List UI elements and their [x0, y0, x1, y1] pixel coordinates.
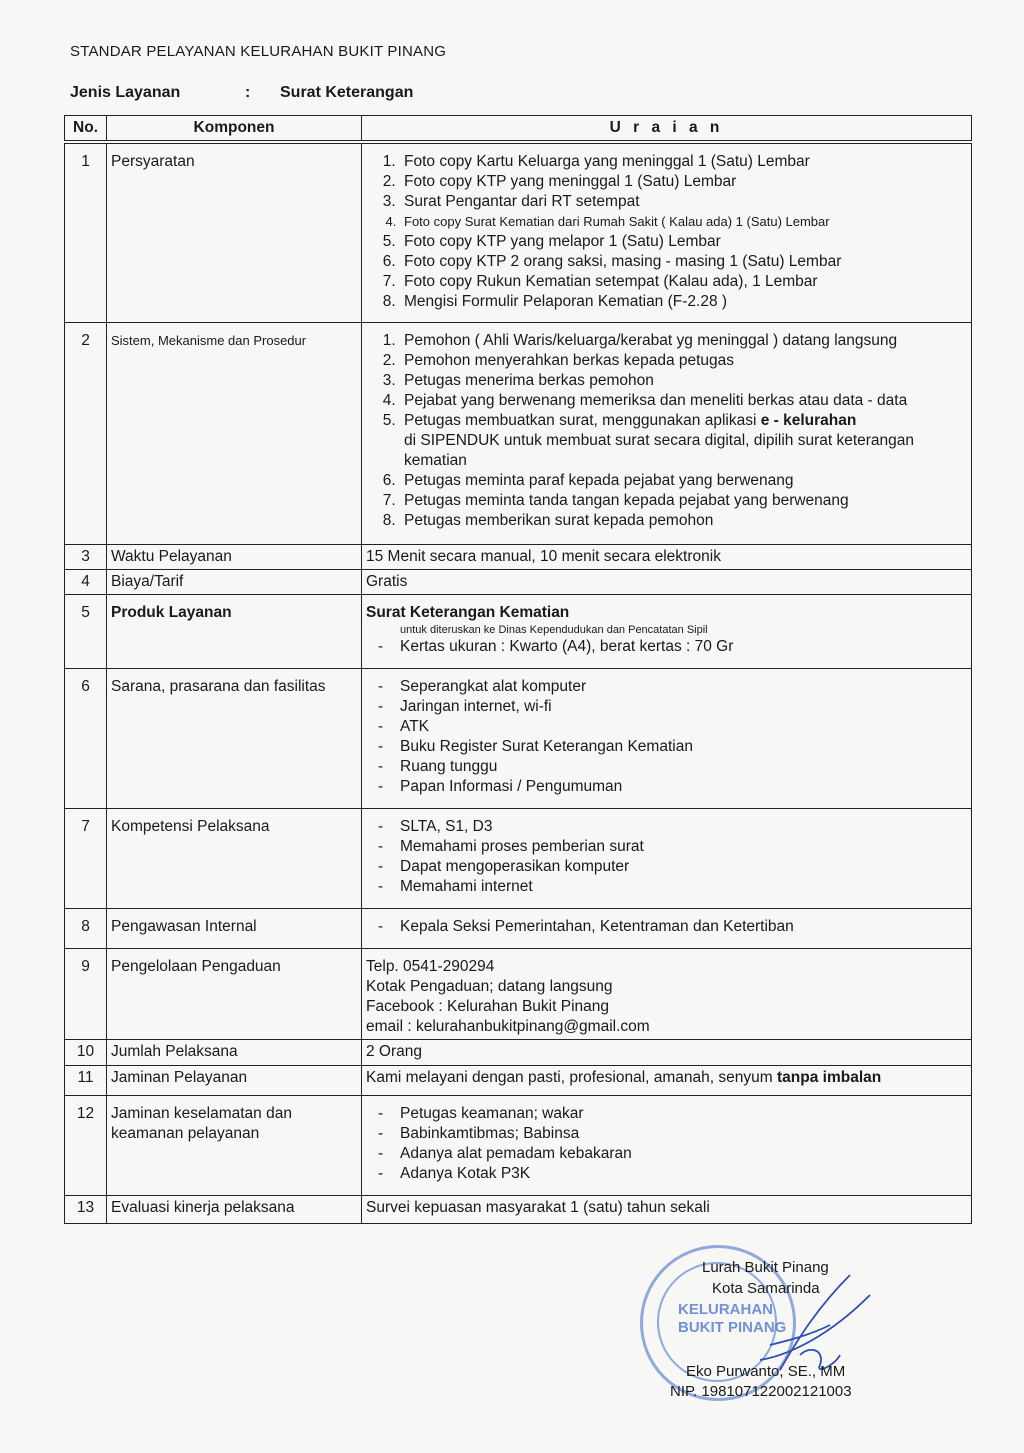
row-number: 12 [65, 1095, 107, 1195]
complaint-phone: Telp. 0541-290294 [366, 957, 495, 975]
list-item: 1. Pemohon ( Ahli Waris/keluarga/kerabat yg meninggal ) datang langsung [400, 331, 967, 351]
row-description [362, 908, 972, 948]
list-item: - ATK [400, 717, 967, 737]
list-item: 7. Foto copy Rukun Kematian setempat (Kalau ada), 1 Lembar [400, 272, 967, 292]
row-number: 4 [65, 569, 107, 594]
service-type-value: Surat Keterangan [280, 84, 414, 101]
product-subtitle: untuk diteruskan ke Dinas Kependudukan dan Pencatatan Sipil [400, 623, 708, 636]
facilities-list [366, 677, 967, 797]
table-row [65, 1039, 972, 1065]
row-component: Jaminan Pelayanan [107, 1065, 362, 1095]
row-number: 6 [65, 668, 107, 808]
row-number: 8 [65, 908, 107, 948]
stamp-line-2: BUKIT PINANG [678, 1319, 787, 1336]
complaint-box: Kotak Pengaduan; datang langsung [366, 977, 613, 995]
col-komponen-header: Komponen [107, 116, 362, 143]
table-row [65, 908, 972, 948]
row-component: Jaminan keselamatan dan keamanan pelayanan [107, 1095, 362, 1195]
row-number: 13 [65, 1195, 107, 1223]
list-item: 3. Petugas menerima berkas pemohon [400, 371, 967, 391]
product-title: Surat Keterangan Kematian [366, 603, 570, 621]
table-row [65, 668, 972, 808]
table-header-row [65, 116, 972, 143]
row-component: Persyaratan [107, 142, 362, 322]
list-item: - Kepala Seksi Pemerintahan, Ketentraman dan Ketertiban [400, 917, 967, 937]
row-component: Sarana, prasarana dan fasilitas [107, 668, 362, 808]
row-component: Sistem, Mekanisme dan Prosedur [107, 322, 362, 544]
guarantee-emphasis: tanpa imbalan [777, 1068, 882, 1086]
table-row [65, 1195, 972, 1223]
row-description: Gratis [362, 569, 972, 594]
row-number: 7 [65, 808, 107, 908]
row-description: 2 Orang [362, 1039, 972, 1065]
list-item: - Dapat mengoperasikan komputer [400, 857, 967, 877]
row-number: 3 [65, 544, 107, 569]
supervision-list [366, 917, 967, 937]
list-item: - Ruang tunggu [400, 757, 967, 777]
list-item: - Memahami proses pemberian surat [400, 837, 967, 857]
row-description [362, 322, 972, 544]
safety-list [366, 1104, 967, 1184]
list-item: 2. Foto copy KTP yang meninggal 1 (Satu) Lembar [400, 172, 967, 192]
list-item [400, 411, 967, 471]
signatory-name: Eko Purwanto, SE., MM [686, 1363, 846, 1380]
procedure-step-text: Petugas membuatkan surat, menggunakan aplikasi [404, 411, 761, 429]
list-item: 1. Foto copy Kartu Keluarga yang meninggal 1 (Satu) Lembar [400, 152, 967, 172]
table-row [65, 322, 972, 544]
list-item: 3. Surat Pengantar dari RT setempat [400, 192, 967, 212]
list-item: - Petugas keamanan; wakar [400, 1104, 967, 1124]
row-description: 15 Menit secara manual, 10 menit secara elektronik [362, 544, 972, 569]
list-item: - Seperangkat alat komputer [400, 677, 967, 697]
table-row [65, 142, 972, 322]
service-type-line [70, 84, 413, 102]
list-item: 5. Foto copy KTP yang melapor 1 (Satu) Lembar [400, 232, 967, 252]
list-item: 4. Pejabat yang berwenang memeriksa dan meneliti berkas atau data - data [400, 391, 967, 411]
row-component: Biaya/Tarif [107, 569, 362, 594]
row-description [362, 1095, 972, 1195]
requirements-list [366, 152, 967, 312]
procedure-step-continuation: di SIPENDUK untuk membuat surat secara digital, dipilih surat keterangan kematian [404, 431, 915, 469]
product-spec-list [366, 637, 967, 657]
table-row [65, 594, 972, 668]
col-no-header: No. [65, 116, 107, 143]
list-item: - Jaringan internet, wi-fi [400, 697, 967, 717]
table-row [65, 544, 972, 569]
list-item: 4. Foto copy Surat Kematian dari Rumah Sakit ( Kalau ada) 1 (Satu) Lembar [400, 212, 967, 232]
list-item: - Babinkamtibmas; Babinsa [400, 1124, 967, 1144]
row-component: Pengawasan Internal [107, 908, 362, 948]
col-uraian-header: U r a i a n [362, 116, 972, 143]
row-number: 1 [65, 142, 107, 322]
list-item: - SLTA, S1, D3 [400, 817, 967, 837]
row-component: Jumlah Pelaksana [107, 1039, 362, 1065]
list-item: 6. Foto copy KTP 2 orang saksi, masing - masing 1 (Satu) Lembar [400, 252, 967, 272]
signatory-city: Kota Samarinda [712, 1280, 820, 1297]
complaint-email: email : kelurahanbukitpinang@gmail.com [366, 1017, 650, 1035]
row-component: Waktu Pelayanan [107, 544, 362, 569]
list-item: - Kertas ukuran : Kwarto (A4), berat kertas : 70 Gr [400, 637, 967, 657]
row-number: 9 [65, 948, 107, 1039]
row-description [362, 1065, 972, 1095]
row-description [362, 668, 972, 808]
row-number: 11 [65, 1065, 107, 1095]
list-item: - Adanya Kotak P3K [400, 1164, 967, 1184]
row-number: 5 [65, 594, 107, 668]
list-item: 8. Mengisi Formulir Pelaporan Kematian (F-2.28 ) [400, 292, 967, 312]
guarantee-text: Kami melayani dengan pasti, profesional, amanah, senyum [366, 1068, 777, 1086]
row-description: Survei kepuasan masyarakat 1 (satu) tahun sekali [362, 1195, 972, 1223]
procedure-list [366, 331, 967, 531]
table-row [65, 808, 972, 908]
row-component: Kompetensi Pelaksana [107, 808, 362, 908]
row-number: 2 [65, 322, 107, 544]
row-description [362, 948, 972, 1039]
table-row [65, 948, 972, 1039]
row-number: 10 [65, 1039, 107, 1065]
app-name: e - kelurahan [760, 411, 857, 429]
row-description [362, 142, 972, 322]
page-title: STANDAR PELAYANAN KELURAHAN BUKIT PINANG [70, 43, 447, 60]
table-row [65, 1095, 972, 1195]
stamp-line-1: KELURAHAN [678, 1301, 773, 1318]
service-standard-table [64, 115, 972, 1224]
row-component: Evaluasi kinerja pelaksana [107, 1195, 362, 1223]
signatory-nip: NIP. 198107122002121003 [670, 1383, 852, 1400]
complaint-facebook: Facebook : Kelurahan Bukit Pinang [366, 997, 609, 1015]
service-type-label: Jenis Layanan [70, 84, 181, 101]
list-item: - Papan Informasi / Pengumuman [400, 777, 967, 797]
signature-block [640, 1245, 970, 1425]
row-description [362, 808, 972, 908]
list-item: 6. Petugas meminta paraf kepada pejabat yang berwenang [400, 471, 967, 491]
list-item: - Memahami internet [400, 877, 967, 897]
row-description [362, 594, 972, 668]
list-item: 2. Pemohon menyerahkan berkas kepada petugas [400, 351, 967, 371]
competency-list [366, 817, 967, 897]
service-type-colon: : [245, 84, 251, 101]
list-item: - Adanya alat pemadam kebakaran [400, 1144, 967, 1164]
signatory-position: Lurah Bukit Pinang [702, 1259, 829, 1276]
list-item: 8. Petugas memberikan surat kepada pemohon [400, 511, 967, 531]
table-row [65, 1065, 972, 1095]
list-item: 7. Petugas meminta tanda tangan kepada pejabat yang berwenang [400, 491, 967, 511]
table-row [65, 569, 972, 594]
row-component: Pengelolaan Pengaduan [107, 948, 362, 1039]
list-item: - Buku Register Surat Keterangan Kematian [400, 737, 967, 757]
row-component: Produk Layanan [107, 594, 362, 668]
